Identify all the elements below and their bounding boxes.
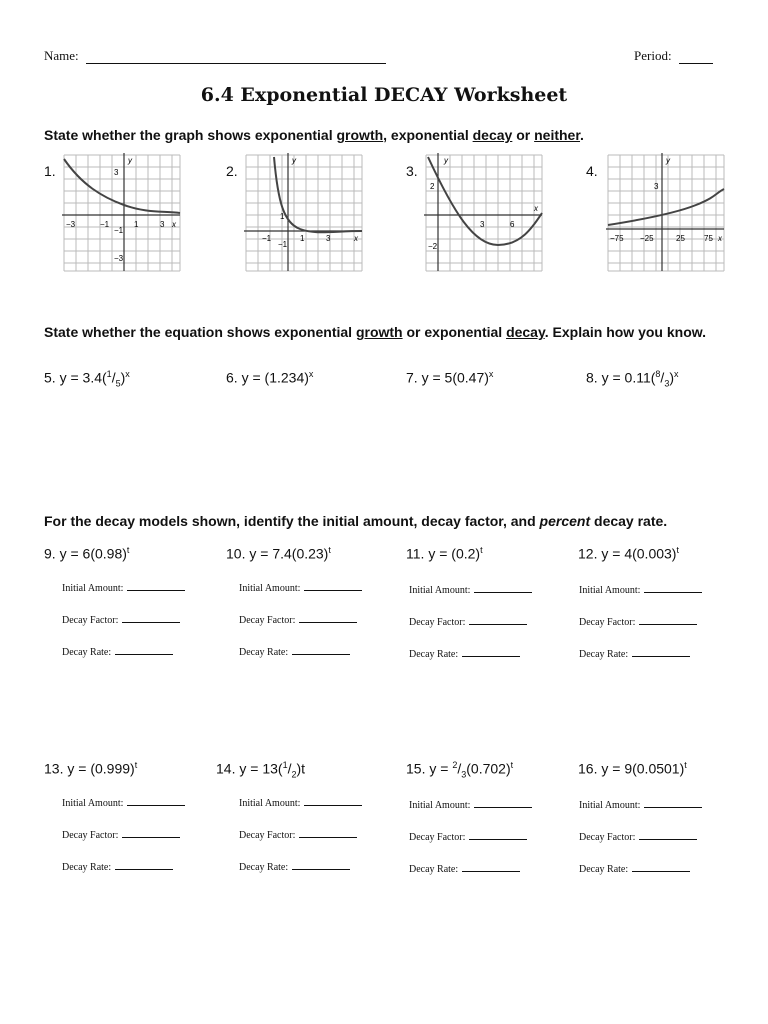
equation-text: y = 0.11( [601,369,656,386]
initial-amount-field[interactable] [62,581,185,594]
period-blank[interactable] [679,51,713,64]
fraction-numerator: 1 [282,760,288,770]
equation-text: y = 9(0.0501) [601,760,685,777]
answer-blank[interactable] [469,830,527,840]
graph-4 [606,153,726,273]
decay-rate-field[interactable] [62,860,173,873]
answer-blank[interactable] [292,860,350,870]
field-label: Decay Factor: [409,832,466,843]
initial-amount-field[interactable] [409,583,532,596]
equation-text: y = (0.999) [67,760,135,777]
field-label: Decay Factor: [62,830,119,841]
exponent: x [308,369,314,379]
equation-text: y = (1.234) [241,369,309,386]
decay-factor-field[interactable] [579,615,697,628]
field-label: Initial Amount: [62,583,124,594]
answer-blank[interactable] [127,796,185,806]
exponent: x [674,369,679,379]
decay-rate-field[interactable] [239,860,350,873]
graph-1-tick: 1 [134,220,139,229]
exponent: t [328,545,331,555]
instr-text: or [512,127,535,143]
problem-number: 13. [44,760,64,777]
answer-blank[interactable] [639,830,697,840]
problem-9 [44,545,129,562]
instr-text: , exponential [383,127,473,143]
graph-2-tick: −1 [262,234,272,243]
fraction-denominator: 3 [664,378,670,389]
graph-3-tick: 3 [480,220,485,229]
answer-blank[interactable] [122,613,180,623]
graph-4-tick: 25 [676,234,685,243]
field-label: Decay Rate: [62,862,112,873]
problem-number: 6. [226,369,238,386]
section3-instruction [44,512,744,530]
graph-3 [424,153,544,273]
answer-blank[interactable] [292,645,350,655]
answer-blank[interactable] [474,583,532,593]
field-label: Decay Rate: [239,647,289,658]
problem-1-number: 1. [44,163,56,179]
field-label: Initial Amount: [62,798,124,809]
field-label: Decay Factor: [579,832,636,843]
decay-factor-field[interactable] [239,828,357,841]
graph-1-tick: −1 [114,226,124,235]
problem-number: 15. [406,760,426,777]
field-label: Initial Amount: [239,798,301,809]
fraction-denominator: 5 [115,378,121,389]
instr-text: or exponential [402,324,507,340]
answer-blank[interactable] [304,581,362,591]
graph-1-axis-label: y [128,156,132,165]
instr-text: State whether the graph shows exponential [44,127,337,143]
graph-2-tick: 3 [326,234,331,243]
answer-blank[interactable] [299,613,357,623]
instr-text: . [580,127,584,143]
initial-amount-field[interactable] [62,796,185,809]
decay-rate-field[interactable] [62,645,173,658]
name-blank[interactable] [86,51,386,64]
fraction-numerator: 8 [655,369,661,379]
problem-10 [226,545,331,562]
equation-text: ) [120,369,126,386]
equation-text: (0.702) [466,760,511,777]
equation-text: y = 7.4(0.23) [249,545,329,562]
exponent: x [125,369,130,379]
problem-number: 16. [578,760,598,777]
equation-text: y = (0.2) [428,545,481,562]
instr-text: State whether the equation shows exponential [44,324,356,340]
problem-number: 7. [406,369,418,386]
graph-3-tick: 2 [430,182,435,191]
graph-3-axes [424,153,542,271]
graph-4-tick: 3 [654,182,659,191]
instr-text: . Explain how you know. [544,324,707,340]
equation-text: y = 6(0.98) [59,545,127,562]
answer-blank[interactable] [632,862,690,872]
problem-number: 11. [406,545,425,562]
initial-amount-field[interactable] [239,581,362,594]
graph-3-grid [426,155,542,271]
graph-1-tick: −3 [66,220,76,229]
graph-4-axis-label: y [666,156,670,165]
problem-number: 9. [44,545,56,562]
decay-factor-field[interactable] [409,615,527,628]
instr-text: decay rate. [590,513,668,529]
problem-14: 14. $y = 13(^1/_2)t$ [216,760,306,780]
field-label: Decay Rate: [62,647,112,658]
fraction-numerator: 1 [106,369,112,379]
answer-blank[interactable] [639,615,697,625]
problem-11 [406,545,483,562]
equation-text: y = 13( [239,760,283,777]
instr-growth: growth [336,127,384,143]
problem-16 [578,760,687,777]
decay-rate-field[interactable] [579,647,690,660]
field-label: Decay Rate: [239,862,289,873]
answer-blank[interactable] [304,796,362,806]
field-label: Initial Amount: [579,800,641,811]
field-label: Decay Factor: [239,830,296,841]
answer-blank[interactable] [462,647,520,657]
exponent: t [480,545,483,555]
fraction-denominator: 3 [461,769,467,780]
decay-factor-field[interactable] [409,830,527,843]
exponent: t [676,545,679,555]
answer-blank[interactable] [122,828,180,838]
initial-amount-field[interactable] [579,798,702,811]
graph-3-axis-label: y [444,156,448,165]
answer-blank[interactable] [299,828,357,838]
section1-instruction [44,126,734,144]
graph-1-tick: 3 [160,220,165,229]
instr-percent: percent [539,513,591,529]
problem-5: 5. $y = 3.4(^1/_5)^x$ [44,369,130,389]
initial-amount-field[interactable] [409,798,532,811]
answer-blank[interactable] [632,647,690,657]
problem-number: 8. [586,369,598,386]
field-label: Initial Amount: [409,585,471,596]
name-label: Name: [44,48,79,63]
problem-4-number: 4. [586,163,598,179]
section2-instruction [44,323,734,341]
decay-factor-field[interactable] [62,613,180,626]
initial-amount-field[interactable] [579,583,702,596]
answer-blank[interactable] [115,645,173,655]
field-label: Decay Rate: [579,649,629,660]
problem-2-number: 2. [226,163,238,179]
graph-2-tick: 1 [280,212,285,221]
decay-factor-field[interactable] [239,613,357,626]
problem-8: 8. $y = 0.11(^8/_3)^x$ [586,369,679,389]
graph-3-tick: 6 [510,220,515,229]
field-label: Decay Factor: [409,617,466,628]
answer-blank[interactable] [644,798,702,808]
field-label: Decay Rate: [409,864,459,875]
exponent: t [134,760,138,770]
problem-3-number: 3. [406,163,418,179]
field-label: Initial Amount: [409,800,471,811]
exponent: t [684,760,687,770]
graph-3-tick: −2 [428,242,438,251]
graph-4-tick: −25 [640,234,654,243]
equation-text: )t [296,760,306,777]
problem-number: 14. [216,760,236,777]
graph-1-tick: −1 [100,220,110,229]
exponent: t [126,545,130,555]
initial-amount-field[interactable] [239,796,362,809]
field-label: Decay Factor: [579,617,636,628]
instr-neither: neither [534,127,581,143]
instr-decay: decay [506,324,545,340]
graph-4-tick: 75 [704,234,713,243]
fraction-numerator: 2 [452,760,458,770]
answer-blank[interactable] [469,615,527,625]
graph-1-axis-label: x [172,220,176,229]
answer-blank[interactable] [462,862,520,872]
graph-2-grid [246,155,362,271]
problem-12 [578,545,679,562]
answer-blank[interactable] [474,798,532,808]
field-label: Decay Factor: [239,615,296,626]
problem-7 [406,369,493,386]
graph-1-tick: 3 [114,168,119,177]
graph-4-tick: −75 [610,234,624,243]
graph-3-axis-label: x [534,204,538,213]
decay-rate-field[interactable] [409,647,520,660]
graph-4-axes [606,153,724,271]
problem-6 [226,369,313,386]
field-label: Initial Amount: [239,583,301,594]
graph-2-axes [244,153,362,271]
instr-decay: decay [472,127,513,143]
exponent: t [510,760,514,770]
decay-rate-field[interactable] [239,645,350,658]
answer-blank[interactable] [115,860,173,870]
equation-text: y = 4(0.003) [601,545,677,562]
graph-1 [62,153,182,273]
period-field[interactable] [634,48,713,64]
equation-text: y = [429,760,453,777]
decay-factor-field[interactable] [579,830,697,843]
problem-number: 5. [44,369,56,386]
answer-blank[interactable] [644,583,702,593]
graph-2-axis-label: x [354,234,358,243]
field-label: Decay Rate: [409,649,459,660]
decay-factor-field[interactable] [62,828,180,841]
graph-2-tick: −1 [278,240,288,249]
graph-2-tick: 1 [300,234,305,243]
problem-number: 12. [578,545,598,562]
equation-text: ) [669,369,674,386]
instr-text: For the decay models shown, identify the initial amount, decay factor, and [44,513,540,529]
graph-2 [244,153,364,273]
graph-2-axis-label: y [292,156,296,165]
decay-rate-field[interactable] [409,862,520,875]
exponent: x [488,369,494,379]
period-label: Period: [634,48,672,63]
field-label: Initial Amount: [579,585,641,596]
graph-1-tick: −3 [114,254,124,263]
fraction-denominator: 2 [291,769,297,780]
field-label: Decay Rate: [579,864,629,875]
graph-4-curve [608,189,724,225]
decay-rate-field[interactable] [579,862,690,875]
problem-number: 10. [226,545,246,562]
graph-4-axis-label: x [718,234,722,243]
instr-growth: growth [355,324,403,340]
graph-3-curve [428,157,542,245]
name-field[interactable] [44,48,386,64]
equation-text: y = 3.4( [59,369,107,386]
page-title: 6.4 Exponential DECAY Worksheet [200,84,568,106]
equation-text: y = 5(0.47) [421,369,489,386]
field-label: Decay Factor: [62,615,119,626]
answer-blank[interactable] [127,581,185,591]
problem-15: 15. $y = ^2/_3(0.702)^t$ [406,760,514,780]
problem-13 [44,760,137,777]
